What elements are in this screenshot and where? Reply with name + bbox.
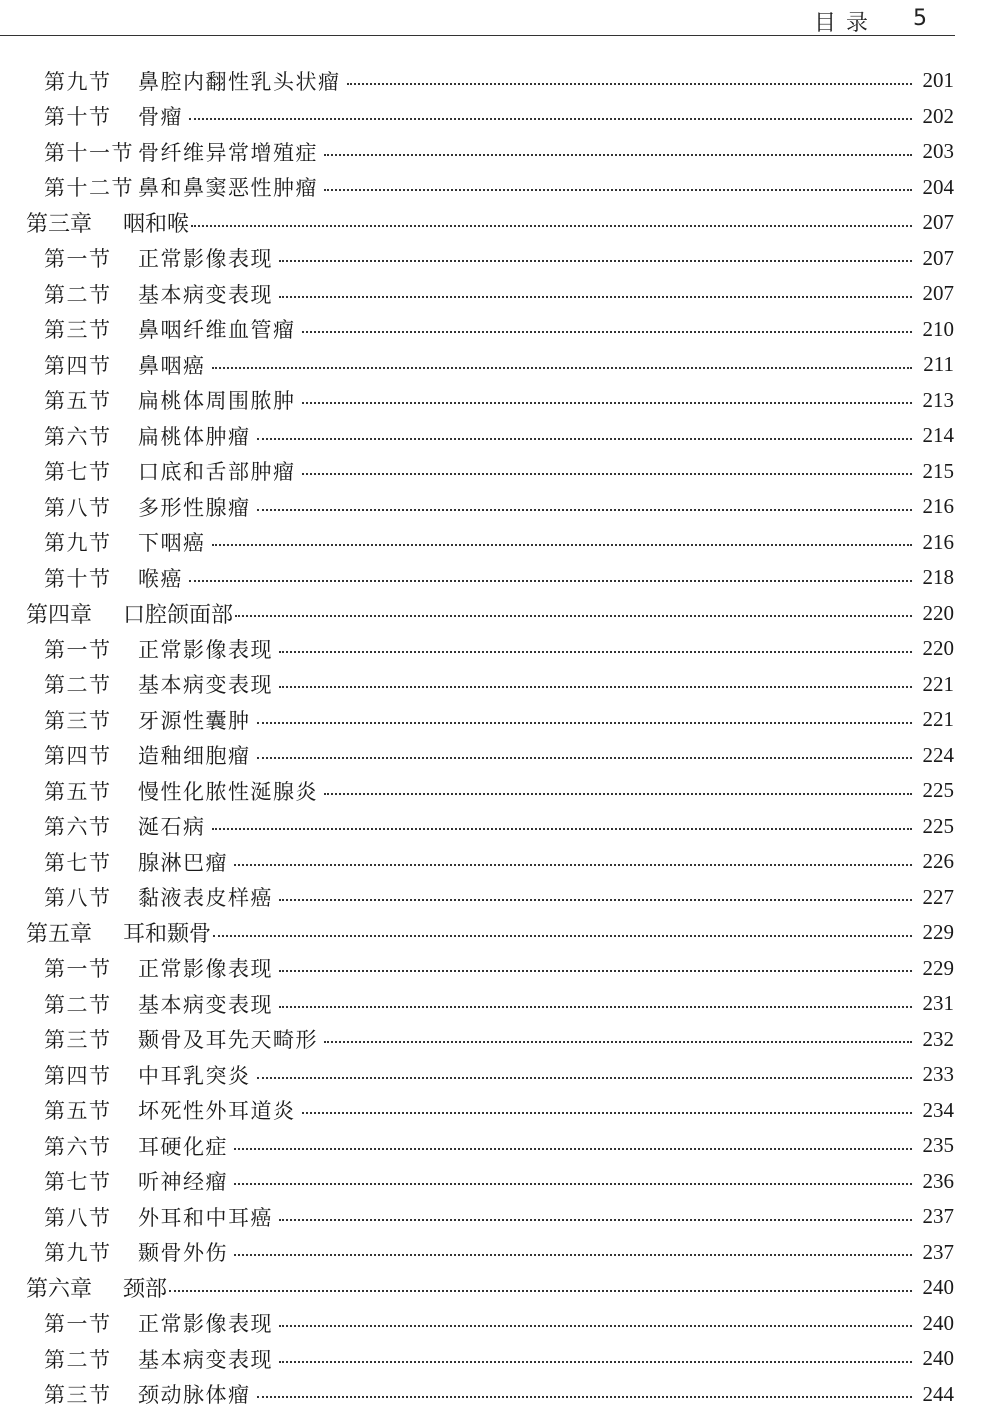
dot-leader: [234, 864, 912, 866]
toc-entry-number: 第一节: [44, 1312, 112, 1337]
toc-entry-title: 颞骨及耳先天畸形: [138, 1028, 318, 1053]
dot-leader: [189, 580, 912, 582]
toc-entry-title: 咽和喉: [123, 212, 190, 238]
toc-section-row[interactable]: [0, 1022, 1000, 1058]
toc-entry-number: 第三节: [44, 318, 112, 343]
toc-section-row[interactable]: [0, 1341, 1000, 1377]
toc-entry-page: 203: [922, 139, 954, 164]
toc-section-row[interactable]: [0, 383, 1000, 419]
toc-entry-title: 鼻和鼻窦恶性肿瘤: [138, 176, 318, 201]
toc-entry-page: 237: [922, 1239, 954, 1264]
dot-leader: [279, 899, 912, 901]
toc-entry-number: 第三节: [44, 708, 112, 733]
dot-leader: [324, 1041, 912, 1043]
toc-entry-page: 244: [922, 1381, 954, 1406]
toc-entry-title: 扁桃体周围脓肿: [138, 389, 296, 414]
toc-chapter-row[interactable]: [0, 596, 1000, 632]
dot-leader: [279, 1219, 912, 1221]
dot-leader: [257, 722, 913, 724]
dot-leader: [213, 935, 912, 937]
toc-entry-page: 207: [922, 210, 954, 235]
toc-chapter-row[interactable]: [0, 915, 1000, 951]
toc-entry-number: 第十一节: [44, 140, 134, 165]
toc-section-row[interactable]: [0, 880, 1000, 916]
toc-entry-page: 201: [922, 68, 954, 93]
toc-entry-title: 颈部: [123, 1277, 168, 1303]
toc-entry-page: 215: [922, 458, 954, 483]
toc-entry-page: 231: [922, 991, 954, 1016]
toc-section-row[interactable]: [0, 702, 1000, 738]
dot-leader: [279, 260, 912, 262]
dot-leader: [302, 331, 913, 333]
toc-section-row[interactable]: [0, 525, 1000, 561]
dot-leader: [302, 402, 913, 404]
toc-entry-title: 牙源性囊肿: [138, 708, 251, 733]
dot-leader: [257, 1396, 913, 1398]
toc-section-row[interactable]: [0, 170, 1000, 206]
toc-entry-page: 240: [922, 1346, 954, 1371]
toc-section-row[interactable]: [0, 241, 1000, 277]
toc-entry-page: 227: [922, 884, 954, 909]
toc-section-row[interactable]: [0, 1057, 1000, 1093]
toc-entry-number: 第一节: [44, 957, 112, 982]
toc-entry-number: 第十节: [44, 566, 112, 591]
dot-leader: [257, 438, 913, 440]
toc-entry-number: 第五章: [26, 922, 93, 948]
toc-entry-title: 基本病变表现: [138, 673, 273, 698]
header-rule: [0, 35, 955, 36]
toc-entry-page: 218: [922, 565, 954, 590]
toc-entry-page: 237: [922, 1204, 954, 1229]
toc-entry-number: 第六节: [44, 424, 112, 449]
toc-section-row[interactable]: [0, 1377, 1000, 1412]
dot-leader: [212, 367, 913, 369]
dot-leader: [279, 686, 912, 688]
toc-chapter-row[interactable]: [0, 1270, 1000, 1306]
toc-section-row[interactable]: [0, 489, 1000, 525]
toc-section-row[interactable]: [0, 1128, 1000, 1164]
toc-entry-title: 基本病变表现: [138, 992, 273, 1017]
toc-entry-title: 鼻咽癌: [138, 353, 206, 378]
toc-entry-page: 229: [922, 920, 954, 945]
toc-entry-title: 喉癌: [138, 566, 183, 591]
toc-section-row[interactable]: [0, 560, 1000, 596]
toc-entry-title: 颞骨外伤: [138, 1241, 228, 1266]
toc-entry-page: 211: [923, 352, 954, 377]
toc-entry-number: 第四节: [44, 353, 112, 378]
toc-section-row[interactable]: [0, 1164, 1000, 1200]
dot-leader: [279, 1325, 912, 1327]
dot-leader: [279, 296, 912, 298]
dot-leader: [279, 651, 912, 653]
toc-section-row[interactable]: [0, 276, 1000, 312]
toc-entry-page: 233: [922, 1062, 954, 1087]
toc-entry-number: 第三节: [44, 1383, 112, 1408]
toc-entry-title: 坏死性外耳道炎: [138, 1099, 296, 1124]
toc-entry-page: 221: [922, 707, 954, 732]
toc-entry-page: 214: [922, 423, 954, 448]
toc-entry-number: 第六章: [26, 1277, 93, 1303]
toc-section-row[interactable]: [0, 63, 1000, 99]
toc-entry-page: 234: [922, 1097, 954, 1122]
toc-entry-title: 腺淋巴瘤: [138, 850, 228, 875]
toc-section-row[interactable]: [0, 631, 1000, 667]
toc-entry-title: 黏液表皮样癌: [138, 886, 273, 911]
dot-leader: [279, 1361, 912, 1363]
dot-leader: [257, 1077, 913, 1079]
toc-entry-title: 中耳乳突炎: [138, 1063, 251, 1088]
dot-leader: [324, 189, 912, 191]
toc-entry-number: 第二节: [44, 673, 112, 698]
toc-entry-number: 第二节: [44, 992, 112, 1017]
toc-entry-page: 224: [922, 742, 954, 767]
toc-entry-number: 第十节: [44, 105, 112, 130]
toc-entry-title: 耳和颞骨: [123, 922, 212, 948]
toc-section-row[interactable]: [0, 418, 1000, 454]
page-number: 5: [913, 6, 927, 31]
toc-entry-page: 210: [922, 316, 954, 341]
toc-entry-page: 213: [922, 387, 954, 412]
toc-section-row[interactable]: [0, 312, 1000, 348]
toc-entry-number: 第四节: [44, 1063, 112, 1088]
dot-leader: [257, 757, 913, 759]
dot-leader: [234, 1254, 912, 1256]
toc-entry-title: 涎石病: [138, 815, 206, 840]
toc-entry-page: 229: [922, 955, 954, 980]
toc-entry-title: 耳硬化症: [138, 1134, 228, 1159]
dot-leader: [169, 1290, 912, 1292]
toc-entry-page: 207: [922, 281, 954, 306]
toc-entry-title: 鼻腔内翻性乳头状瘤: [138, 69, 341, 94]
table-of-contents: [0, 63, 1000, 1412]
dot-leader: [347, 83, 913, 85]
toc-entry-number: 第七节: [44, 460, 112, 485]
toc-entry-number: 第一节: [44, 247, 112, 272]
toc-entry-page: 220: [922, 600, 954, 625]
toc-section-row[interactable]: [0, 99, 1000, 135]
toc-entry-page: 240: [922, 1310, 954, 1335]
toc-entry-title: 扁桃体肿瘤: [138, 424, 251, 449]
toc-entry-page: 232: [922, 1026, 954, 1051]
toc-section-row[interactable]: [0, 773, 1000, 809]
toc-entry-title: 基本病变表现: [138, 1347, 273, 1372]
toc-entry-page: 207: [922, 245, 954, 270]
dot-leader: [279, 970, 912, 972]
toc-entry-title: 外耳和中耳癌: [138, 1205, 273, 1230]
toc-section-row[interactable]: [0, 667, 1000, 703]
toc-section-row[interactable]: [0, 347, 1000, 383]
toc-entry-page: 235: [922, 1133, 954, 1158]
toc-entry-number: 第二节: [44, 1347, 112, 1372]
toc-entry-page: 220: [922, 636, 954, 661]
toc-entry-number: 第四章: [26, 602, 93, 628]
toc-section-row[interactable]: [0, 738, 1000, 774]
toc-section-row[interactable]: [0, 1235, 1000, 1271]
dot-leader: [212, 544, 913, 546]
dot-leader: [302, 1112, 913, 1114]
toc-section-row[interactable]: [0, 951, 1000, 987]
toc-section-row[interactable]: [0, 986, 1000, 1022]
toc-entry-page: 216: [922, 529, 954, 554]
dot-leader: [279, 1006, 912, 1008]
toc-entry-page: 221: [922, 671, 954, 696]
toc-entry-title: 口底和舌部肿瘤: [138, 460, 296, 485]
dot-leader: [212, 828, 913, 830]
toc-entry-number: 第十二节: [44, 176, 134, 201]
toc-entry-title: 鼻咽纤维血管瘤: [138, 318, 296, 343]
toc-entry-number: 第七节: [44, 850, 112, 875]
toc-section-row[interactable]: [0, 454, 1000, 490]
toc-entry-number: 第六节: [44, 1134, 112, 1159]
toc-entry-number: 第八节: [44, 1205, 112, 1230]
toc-entry-number: 第八节: [44, 495, 112, 520]
toc-entry-title: 正常影像表现: [138, 247, 273, 272]
toc-entry-title: 口腔颌面部: [123, 602, 234, 628]
toc-entry-number: 第三节: [44, 1028, 112, 1053]
toc-entry-number: 第七节: [44, 1170, 112, 1195]
dot-leader: [191, 225, 912, 227]
toc-entry-title: 听神经瘤: [138, 1170, 228, 1195]
toc-entry-number: 第一节: [44, 637, 112, 662]
toc-entry-number: 第三章: [26, 212, 93, 238]
toc-entry-number: 第五节: [44, 389, 112, 414]
dot-leader: [302, 473, 913, 475]
toc-entry-number: 第六节: [44, 815, 112, 840]
toc-section-row[interactable]: [0, 1306, 1000, 1342]
toc-entry-number: 第九节: [44, 531, 112, 556]
toc-entry-title: 慢性化脓性涎腺炎: [138, 779, 318, 804]
toc-entry-number: 第八节: [44, 886, 112, 911]
toc-chapter-row[interactable]: [0, 205, 1000, 241]
dot-leader: [324, 793, 912, 795]
toc-entry-title: 颈动脉体瘤: [138, 1383, 251, 1408]
toc-entry-page: 236: [922, 1168, 954, 1193]
toc-entry-number: 第二节: [44, 282, 112, 307]
toc-entry-number: 第四节: [44, 744, 112, 769]
toc-section-row[interactable]: [0, 1093, 1000, 1129]
toc-entry-title: 多形性腺瘤: [138, 495, 251, 520]
toc-entry-number: 第九节: [44, 1241, 112, 1266]
toc-entry-title: 正常影像表现: [138, 1312, 273, 1337]
dot-leader: [324, 154, 912, 156]
toc-entry-title: 骨纤维异常增殖症: [138, 140, 318, 165]
toc-entry-title: 基本病变表现: [138, 282, 273, 307]
toc-entry-number: 第五节: [44, 1099, 112, 1124]
toc-entry-title: 骨瘤: [138, 105, 183, 130]
toc-entry-title: 正常影像表现: [138, 637, 273, 662]
toc-entry-page: 226: [922, 849, 954, 874]
toc-entry-page: 225: [922, 813, 954, 838]
toc-entry-title: 下咽癌: [138, 531, 206, 556]
toc-entry-number: 第九节: [44, 69, 112, 94]
toc-section-row[interactable]: [0, 809, 1000, 845]
toc-entry-page: 225: [922, 778, 954, 803]
toc-entry-title: 造釉细胞瘤: [138, 744, 251, 769]
dot-leader: [235, 615, 912, 617]
dot-leader: [257, 509, 913, 511]
dot-leader: [234, 1148, 912, 1150]
header-title: 目录: [813, 11, 878, 36]
toc-entry-page: 204: [922, 174, 954, 199]
dot-leader: [234, 1183, 912, 1185]
dot-leader: [189, 118, 912, 120]
toc-entry-title: 正常影像表现: [138, 957, 273, 982]
toc-section-row[interactable]: [0, 844, 1000, 880]
toc-entry-page: 202: [922, 103, 954, 128]
toc-section-row[interactable]: [0, 134, 1000, 170]
toc-entry-page: 240: [922, 1275, 954, 1300]
toc-entry-page: 216: [922, 494, 954, 519]
page-header: [0, 0, 1000, 40]
toc-section-row[interactable]: [0, 1199, 1000, 1235]
toc-entry-number: 第五节: [44, 779, 112, 804]
